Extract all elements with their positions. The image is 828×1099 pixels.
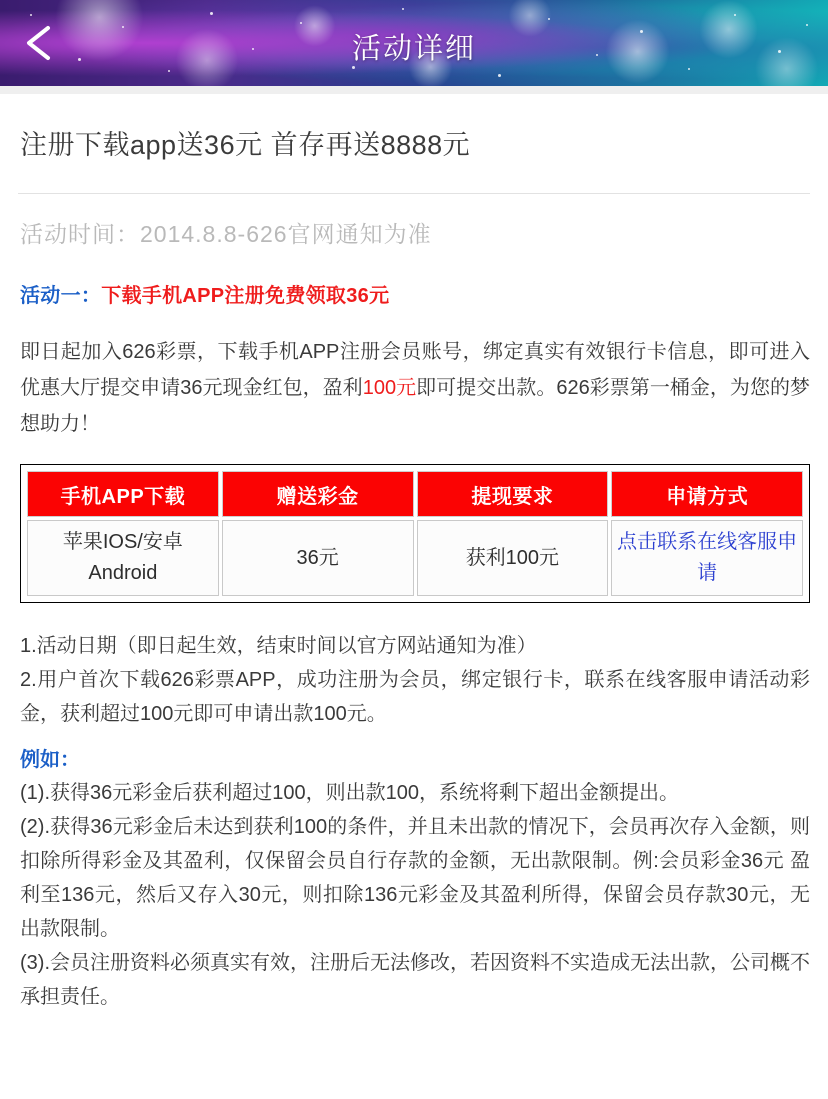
example-item-2: (2).获得36元彩金后未达到获利100的条件，并且未出款的情况下，会员再次存入金额，则扣除所得彩金及其盈利，仅保留会员自行存款的金额，无出款限制。例:会员彩金36元 盈利至136元，然后又存入30元，则扣除136元彩金及其盈利所得，保留会员存款30元，无出款限制。 [20, 816, 810, 941]
rule-item-1: 1.活动日期（即日起生效，结束时间以官方网站通知为准） [20, 635, 537, 658]
table-header-cell: 申请方式 [611, 471, 803, 517]
activity-intro [18, 308, 810, 442]
activity-intro-highlight: 100元 [362, 377, 417, 400]
star-decoration [548, 18, 550, 20]
promo-table [24, 468, 806, 599]
table-row [27, 520, 803, 596]
activity-intro-part1: 即日起加入626彩票，下载手机APP注册会员账号，绑定真实有效银行卡信息，即可进入优惠大厅提交申请36元现金红包，盈利 [20, 341, 810, 400]
table-cell-app-download: 苹果IOS/安卓 Android [27, 520, 219, 596]
activity-intro-part2: 即可提交出款。626彩票第一桶金，为您的梦想助力！ [20, 377, 811, 436]
star-decoration [402, 8, 404, 10]
rule-item-2: 2.用户首次下载626彩票APP，成功注册为会员，绑定银行卡，联系在线客服申请活动彩金，获利超过100元即可申请出款100元。 [20, 669, 810, 726]
table-cell-apply-link[interactable]: 点击联系在线客服申请 [611, 520, 803, 596]
activity-heading-text: 下载手机APP注册免费领取36元 [101, 285, 390, 308]
page-header [0, 0, 828, 86]
example-item-3: (3).会员注册资料必须真实有效，注册后无法修改，若因资料不实造成无法出款，公司概不承担责任。 [20, 952, 810, 1009]
example-item-1: (1).获得36元彩金后获利超过100，则出款100，系统将剩下超出金额提出。 [20, 782, 679, 805]
star-decoration [300, 22, 302, 24]
example-heading: 例如： [20, 749, 80, 772]
activity-heading [18, 249, 810, 308]
table-cell-bonus: 36元 [222, 520, 414, 596]
star-decoration [210, 12, 213, 15]
activity-heading-label: 活动一： [20, 285, 102, 308]
table-header-cell: 提现要求 [417, 471, 609, 517]
star-decoration [734, 14, 736, 16]
table-header-cell: 赠送彩金 [222, 471, 414, 517]
header-divider [0, 86, 828, 94]
activity-time: 活动时间：2014.8.8-626官网通知为准 [20, 221, 432, 248]
star-decoration [168, 70, 170, 72]
promo-table-wrapper [20, 464, 810, 603]
star-decoration [498, 74, 501, 77]
star-decoration [688, 68, 690, 70]
page-title: 活动详细 [351, 33, 476, 65]
star-decoration [30, 14, 32, 16]
table-cell-withdraw-requirement: 获利100元 [417, 520, 609, 596]
content-area [0, 94, 828, 1014]
promo-title: 注册下载app送36元 首存再送8888元 [20, 130, 471, 160]
table-header-row [27, 471, 803, 517]
table-header-cell: 手机APP下载 [27, 471, 219, 517]
